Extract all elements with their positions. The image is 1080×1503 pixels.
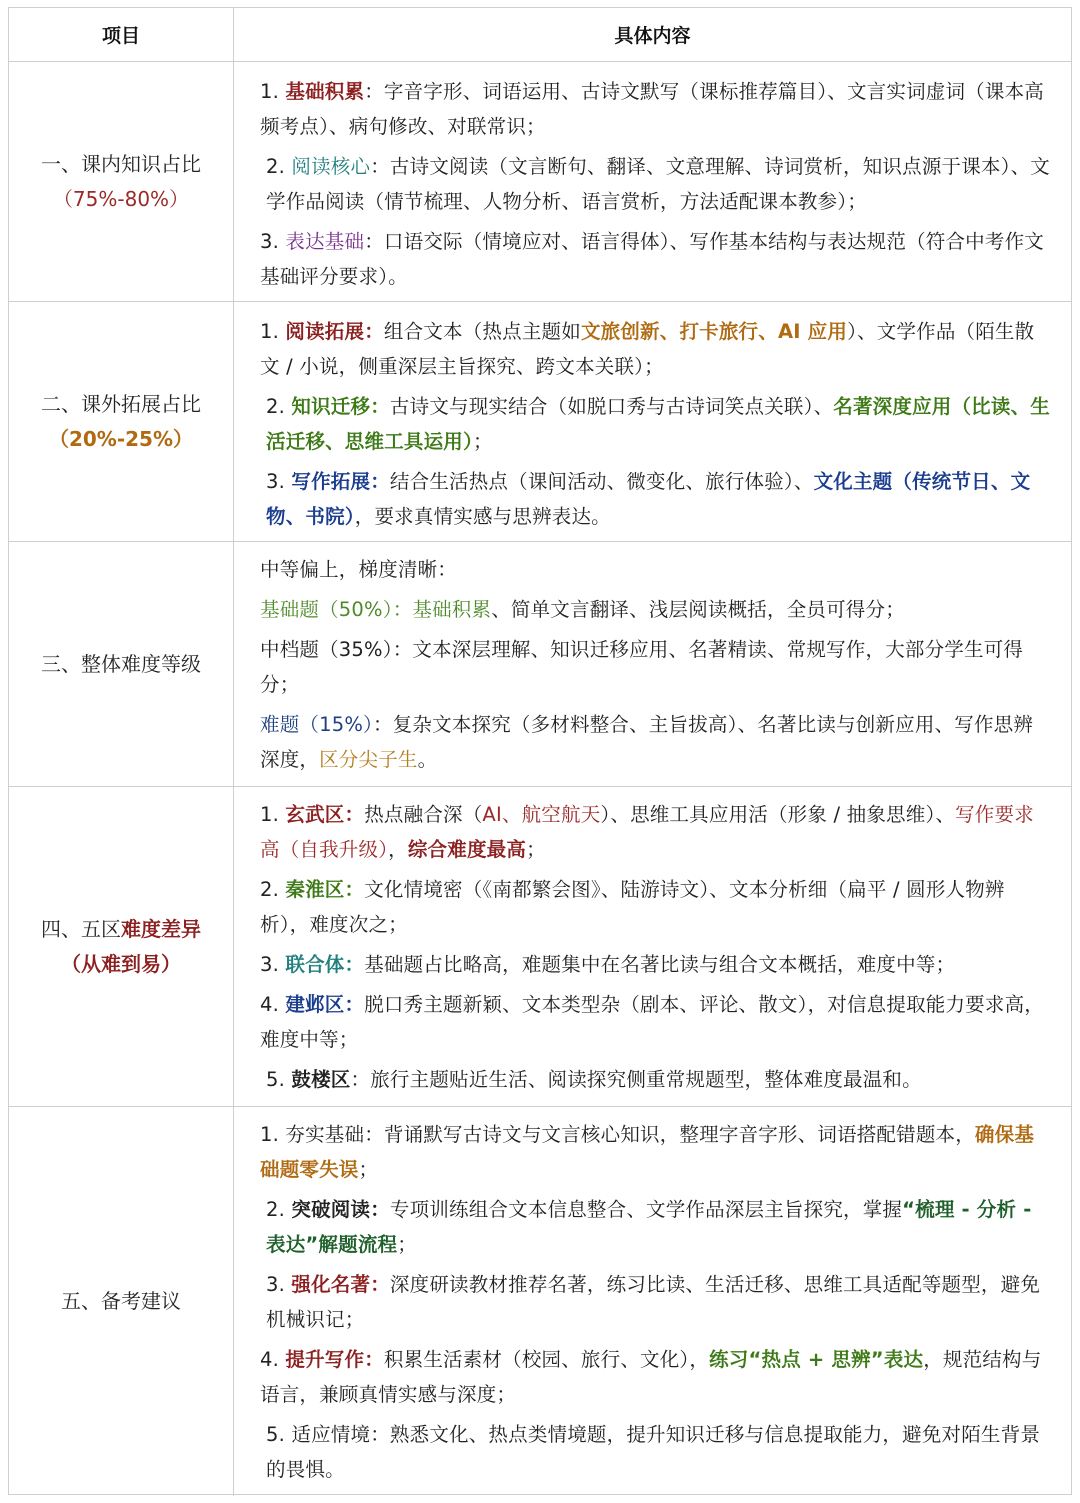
- row-percent: （20%-25%）: [48, 426, 194, 451]
- table-row: [9, 787, 1071, 1107]
- content-table: [8, 7, 1072, 1495]
- content-item: 3. 表达基础：口语交际（情境应对、语言得体）、写作基本结构与表达规范（符合中考作文基础评分要求）。: [260, 230, 1044, 288]
- row-content: [234, 542, 1071, 786]
- content-item: 基础题（50%）：基础积累、简单文言翻译、浅层阅读概括，全员可得分；: [260, 598, 905, 621]
- row-content: [234, 62, 1071, 301]
- row-content: [234, 302, 1071, 541]
- content-item: 1. 夯实基础：背诵默写古诗文与文言核心知识，整理字音字形、词语搭配错题本，确保基础题零失误；: [260, 1123, 1035, 1181]
- content-item: 5. 适应情境：熟悉文化、热点类情境题，提升知识迁移与信息提取能力，避免对陌生背景的畏惧。: [266, 1423, 1041, 1481]
- row-title: 二、课外拓展占比: [41, 391, 201, 416]
- row-label: [9, 1107, 234, 1496]
- content-item: 2. 突破阅读：专项训练组合文本信息整合、文学作品深层主旨探究，掌握“梳理 - 分析 - 表达”解题流程；: [266, 1198, 1032, 1256]
- row-title: 四、五区难度差异: [41, 916, 201, 941]
- table-row: [9, 302, 1071, 542]
- table-row: [9, 62, 1071, 302]
- header-col-item: 项目: [9, 8, 234, 61]
- content-item: 4. 提升写作：积累生活素材（校园、旅行、文化），练习“热点 + 思辨”表达，规范结构与语言，兼顾真情实感与深度；: [260, 1348, 1042, 1406]
- content-item: 3. 强化名著：深度研读教材推荐名著，练习比读、生活迁移、思维工具适配等题型，避免机械识记；: [266, 1273, 1041, 1331]
- row-label: [9, 302, 234, 541]
- content-item: 2. 知识迁移：古诗文与现实结合（如脱口秀与古诗词笑点关联）、名著深度应用（比读、生活迁移、思维工具运用）；: [266, 395, 1050, 453]
- row-content: [234, 787, 1071, 1106]
- row-subtitle: （从难到易）: [61, 951, 181, 976]
- row-title: 三、整体难度等级: [41, 651, 201, 676]
- content-item: 4. 建邺区：脱口秀主题新颖、文本类型杂（剧本、评论、散文），对信息提取能力要求高，难度中等；: [260, 993, 1044, 1051]
- content-item: 2. 秦淮区：文化情境密（《南都繁会图》、陆游诗文）、文本分析细（扁平 / 圆形人物辨析），难度次之；: [260, 878, 1005, 936]
- content-item: 中等偏上，梯度清晰：: [260, 558, 458, 581]
- row-label: [9, 62, 234, 301]
- row-percent: （75%-80%）: [52, 186, 190, 211]
- content-item: 3. 写作拓展：结合生活热点（课间活动、微变化、旅行体验）、文化主题（传统节日、文物、书院），要求真情实感与思辨表达。: [266, 470, 1031, 528]
- content-item: 1. 基础积累：字音字形、词语运用、古诗文默写（课标推荐篇目）、文言实词虚词（课本高频考点）、病句修改、对联常识；: [260, 80, 1044, 138]
- content-item: 中档题（35%）：文本深层理解、知识迁移应用、名著精读、常规写作，大部分学生可得分；: [260, 638, 1024, 696]
- content-item: 1. 阅读拓展：组合文本（热点主题如文旅创新、打卡旅行、AI 应用）、文学作品（陌生散文 / 小说，侧重深层主旨探究、跨文本关联）；: [260, 320, 1035, 378]
- row-title: 一、课内知识占比: [41, 151, 201, 176]
- content-item: 5. 鼓楼区：旅行主题贴近生活、阅读探究侧重常规题型，整体难度最温和。: [266, 1068, 922, 1091]
- content-item: 1. 玄武区：热点融合深（AI、航空航天）、思维工具应用活（形象 / 抽象思维）、写作要求高（自我升级），综合难度最高；: [260, 803, 1034, 861]
- table-row: [9, 1107, 1071, 1496]
- row-content: [234, 1107, 1071, 1496]
- row-label: [9, 542, 234, 786]
- content-item: 难题（15%）：复杂文本探究（多材料整合、主旨拔高）、名著比读与创新应用、写作思辨深度，区分尖子生。: [260, 713, 1034, 771]
- table-row: [9, 542, 1071, 787]
- row-label: [9, 787, 234, 1106]
- header-col-content: 具体内容: [614, 25, 691, 47]
- table-header: [9, 8, 1071, 62]
- row-title: 五、备考建议: [61, 1289, 181, 1313]
- content-item: 3. 联合体：基础题占比略高，难题集中在名著比读与组合文本概括，难度中等；: [260, 953, 956, 976]
- content-item: 2. 阅读核心：古诗文阅读（文言断句、翻译、文意理解、诗词赏析，知识点源于课本）、文学作品阅读（情节梳理、人物分析、语言赏析，方法适配课本教参）；: [266, 155, 1050, 213]
